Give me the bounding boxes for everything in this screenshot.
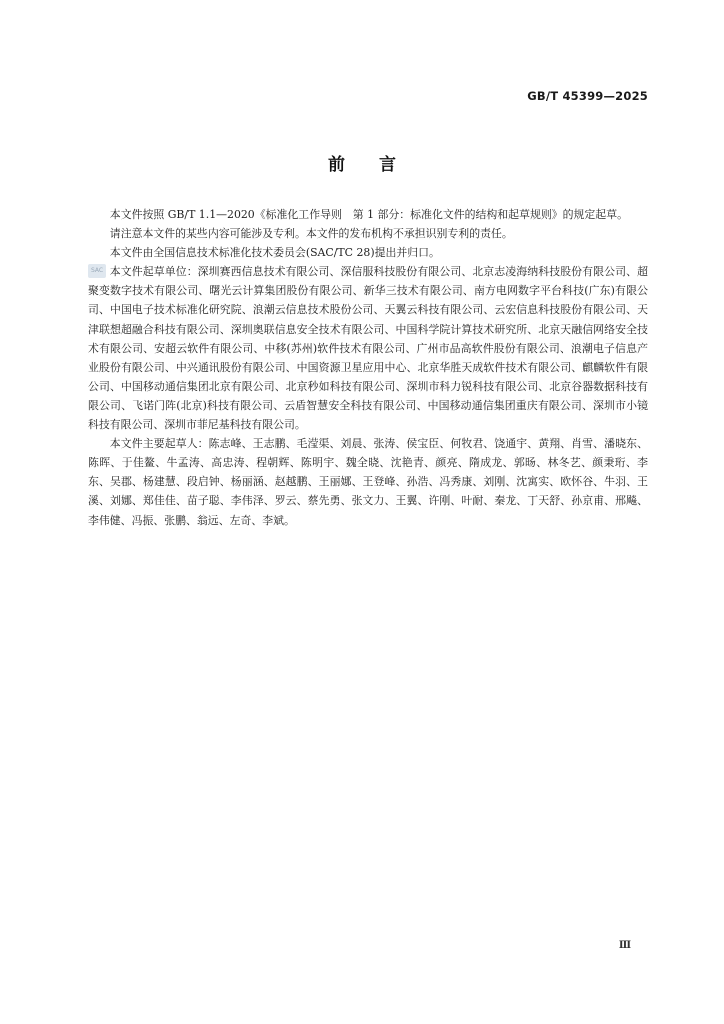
standard-code: GB/T 45399—2025: [527, 89, 648, 103]
paragraph-main-drafters: 本文件主要起草人：陈志峰、王志鹏、毛滢渠、刘晨、张涛、侯宝臣、何牧君、饶通宇、黄翔、肖雪、潘晓东、陈晖、于佳鳌、牛孟涛、高忠涛、程朝辉、陈明宇、魏全晓、沈艳青、颜亮、隋成龙、郭旸、林冬艺、颜秉珩、李东、吴郡、杨建慧、段启钟、杨丽涵、赵越鹏、王丽娜、王登峰、孙浩、冯秀康、刘刚、沈寓实、欧怀谷、牛羽、王溪、刘娜、郑佳佳、苗子聪、李伟泽、罗云、蔡先勇、张文力、王翼、许刚、叶耐、秦龙、丁天舒、孙京甫、邢飚、李伟健、冯振、张鹏、翁远、左奇、李斌。: [88, 437, 648, 527]
paragraph-patent-notice: 请注意本文件的某些内容可能涉及专利。本文件的发布机构不承担识别专利的责任。: [109, 227, 513, 241]
paragraph-drafting-rules: 本文件按照 GB/T 1.1—2020《标准化工作导则 第 1 部分：标准化文件的结构和起草规则》的规定起草。: [109, 208, 628, 221]
page-title: 前言: [328, 155, 430, 175]
page-number: Ⅲ: [618, 940, 632, 951]
watermark-stamp-icon: SAC: [88, 264, 106, 278]
document-body: [88, 205, 648, 530]
paragraph-proposing-committee: 本文件由全国信息技术标准化技术委员会(SAC/TC 28)提出并归口。: [109, 246, 440, 260]
paragraph-drafting-organizations: 本文件起草单位：深圳赛西信息技术有限公司、深信服科技股份有限公司、北京志凌海纳科技股份有限公司、超聚变数字技术有限公司、曙光云计算集团股份有限公司、新华三技术有限公司、南方电网数字平台科技(广东)有限公司、中国电子技术标准化研究院、浪潮云信息技术股份公司、天翼云科技有限公司、云宏信息科技股份有限公司、天津联想超融合科技有限公司、深圳奥联信息安全技术有限公司、中国科学院计算技术研究所、北京天融信网络安全技术有限公司、安超云软件有限公司、中移(苏州)软件技术有限公司、广州市品高软件股份有限公司、浪潮电子信息产业股份有限公司、中兴通讯股份有限公司、中国资源卫星应用中心、北京华胜天成软件技术有限公司、麒麟软件有限公司、中国移动通信集团北京有限公司、北京秒如科技有限公司、深圳市科力锐科技有限公司、北京谷器数据科技有限公司、飞诺门阵(北京)科技有限公司、云盾智慧安全科技有限公司、中国移动通信集团重庆有限公司、深圳市小镜科技有限公司、深圳市菲尼基科技有限公司。: [88, 265, 648, 432]
